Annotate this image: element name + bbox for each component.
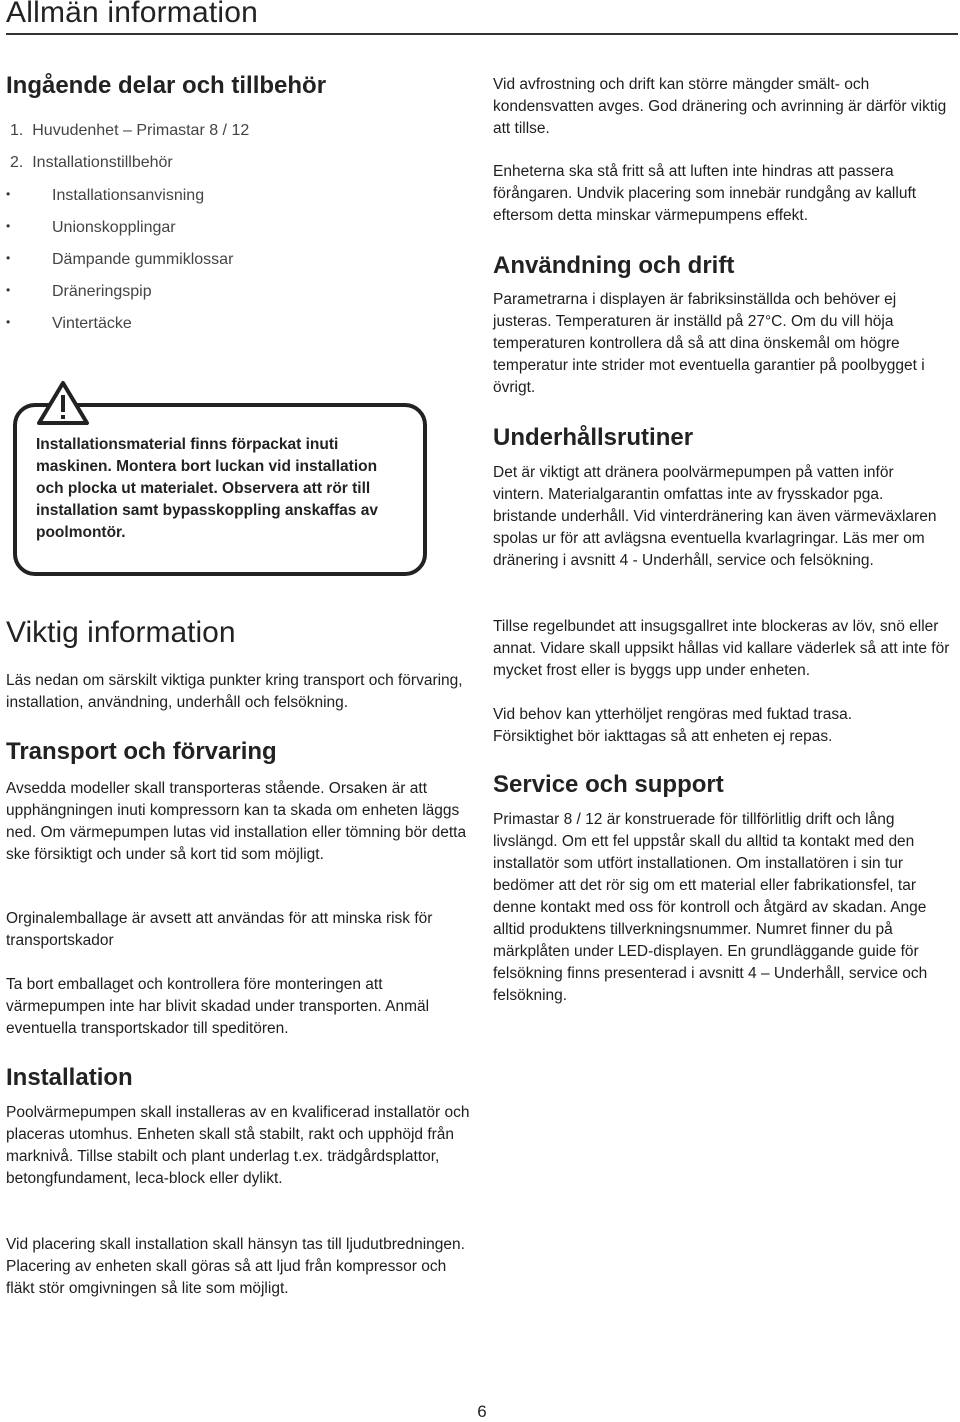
page-title: Allmän information <box>6 0 259 29</box>
list-item: 1. Huvudenhet – Primastar 8 / 12 <box>10 122 250 139</box>
maintenance-paragraph: Tillse regelbundet att insugsgallret inte blockeras av löv, snö eller annat. Vidare skall uppsikt hållas vid kallare väderlek så att inte för mycket frost eller is byggs upp under enheten. <box>493 618 950 679</box>
maintenance-paragraph: Vid behov kan ytterhöljet rengöras med fuktad trasa. Försiktighet bör iakttagas så att enheten ej repas. <box>493 706 853 745</box>
important-heading: Viktig information <box>6 616 236 649</box>
transport-heading: Transport och förvaring <box>6 738 277 765</box>
bullet-icon: • <box>6 219 11 233</box>
maintenance-paragraph: Det är viktigt att dränera poolvärmepumpen på vatten inför vintern. Materialgarantin omfattas inte av frysskador pga. bristande underhåll. Vid vinterdränering kan även värmeväxlaren spolas ur för att avlägsna eventuella kvarlagringar. Läs mer om dränering i avsnitt 4 - Underhåll, service och felsökning. <box>493 464 937 569</box>
title-divider <box>6 33 958 35</box>
installation-heading: Installation <box>6 1064 133 1091</box>
warning-triangle-icon <box>36 380 90 426</box>
installation-paragraph: Poolvärmepumpen skall installeras av en kvalificerad installatör och placeras utomhus. Enheten skall stå stabilt, rakt och upphöjd från marknivå. Tillse stabilt och plant underlag t.ex. trädgårdsplattor, betongfundament, leca-block eller dylikt. <box>6 1104 470 1187</box>
service-heading: Service och support <box>493 771 724 798</box>
transport-paragraph: Orginalemballage är avsett att användas för att minska risk för transportskador <box>6 910 433 949</box>
page-number: 6 <box>477 1402 487 1421</box>
installation-paragraph: Vid placering skall installation skall hänsyn tas till ljudutbredningen. Placering av enheten skall göras så att ljud från kompressor och fläkt stör omgivningen så lite som möjligt. <box>6 1236 465 1297</box>
list-item: 2. Installationstillbehör <box>10 154 173 171</box>
parts-heading: Ingående delar och tillbehör <box>6 72 327 99</box>
important-intro: Läs nedan om särskilt viktiga punkter kring transport och förvaring, installation, användning, underhåll och felsökning. <box>6 672 463 711</box>
bullet-icon: • <box>6 283 11 297</box>
usage-paragraph: Parametrarna i displayen är fabriksinställda och behöver ej justeras. Temperaturen är inställd på 27°C. Om du vill höja temperaturen kontrollera då så att dina önskemål om högre temperatur inte strider mot eventuella garantier på poolbygget i övrigt. <box>493 291 925 396</box>
bullet-icon: • <box>6 187 11 201</box>
warning-text: Installationsmaterial finns förpackat inuti maskinen. Montera bort luckan vid installation och plocka ut materialet. Observera att rör till installation samt bypasskoppling anskaffas av poolmontör. <box>36 436 378 541</box>
usage-heading: Användning och drift <box>493 252 735 279</box>
bullet-icon: • <box>6 251 11 265</box>
right-intro-paragraph: Vid avfrostning och drift kan större mängder smält- och kondensvatten avges. God dränering och avrinning är därför viktig att tillse. <box>493 76 947 137</box>
transport-paragraph: Ta bort emballaget och kontrollera före monteringen att värmepumpen inte har blivit skadad under transporten. Anmäl eventuella transportskador till speditören. <box>6 976 430 1037</box>
maintenance-heading: Underhållsrutiner <box>493 424 694 451</box>
bullet-icon: • <box>6 315 11 329</box>
transport-paragraph: Avsedda modeller skall transporteras stående. Orsaken är att upphängningen inuti kompressorn kan ta skada om enheten läggs ned. Om värmepumpen lutas vid installation eller tömning bör detta ske försiktigt och under så kort tid som möjligt. <box>6 780 467 863</box>
service-paragraph: Primastar 8 / 12 är konstruerade för tillförlitlig drift och lång livslängd. Om ett fel uppstår skall du alltid ta kontakt med den installatör som utfört installationen. Om installatören i sin tur bedömer att det rör sig om ett material eller fabrikationsfel, tar denne kontakt med oss för kontroll och åtgärd av skadan. Ange alltid produktens tillverkningsnummer. Numret finner du på märkplåten under LED-displayen. En grundläggande guide för felsökning finns presenterad i avsnitt 4 – Underhåll, service och felsökning. <box>493 811 928 1004</box>
right-intro-paragraph: Enheterna ska stå fritt så att luften inte hindras att passera förångaren. Undvik placering som innebär rundgång av kalluft eftersom detta minskar värmepumpens effekt. <box>493 163 917 224</box>
